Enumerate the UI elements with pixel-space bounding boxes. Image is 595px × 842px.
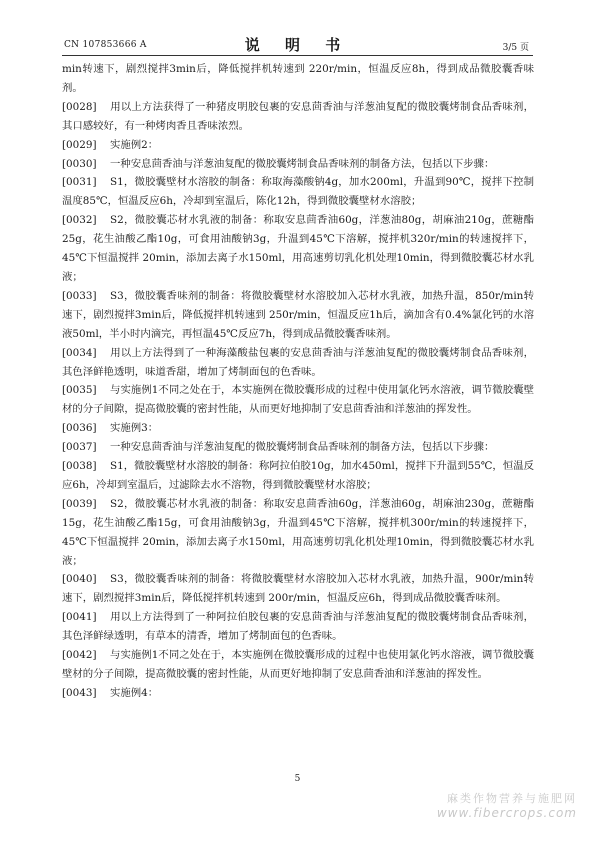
paragraph-text: 实施例3： [110, 422, 159, 435]
paragraph [62, 173, 534, 211]
paragraph [62, 419, 534, 438]
paragraph [62, 457, 534, 495]
paragraph-text: 与实施例1不同之处在于，本实施例在微胶囊形成的过程中也使用氯化钙水溶液，调节微胶囊壁材的分子间隙，提高微胶囊的密封性能，从而更好地抑制了安息茴香油和洋葱油的挥发性。 [62, 649, 534, 680]
paragraph-number: [0035] [62, 384, 97, 397]
document-body [62, 60, 534, 703]
document-title: 说 明 书 [244, 36, 351, 54]
paragraph-number: [0037] [62, 441, 97, 454]
paragraph-number: [0031] [62, 176, 97, 189]
paragraph [62, 60, 534, 98]
paragraph-text: S2，微胶囊芯材水乳液的制备：称取安息茴香油60g，洋葱油80g，胡麻油210g，蔗糖酯25g，花生油酸乙酯10g，可食用油酸钠3g，升温到45℃下溶解，搅拌机320r/min的转速搅拌下，45℃下恒温搅拌 20min，添加去离子水150ml，用高速剪切乳化机处理10min，得到微胶囊芯材水乳液； [62, 214, 534, 283]
paragraph-text: S1，微胶囊壁材水溶胶的制备：称阿拉伯胶10g，加水450ml，搅拌下升温到55℃，恒温反应6h，冷却到室温后，过滤除去水不溶物，得到微胶囊壁材水溶胶； [62, 460, 534, 491]
paragraph [62, 155, 534, 174]
paragraph-number: [0030] [62, 157, 97, 170]
paragraph [62, 684, 534, 703]
page-indicator: 3/5 页 [502, 43, 529, 53]
paragraph-text: 用以上方法得到了一种阿拉伯胶包裹的安息茴香油与洋葱油复配的微胶囊烤制食品香味剂，其色泽鲜绿透明，有草本的清香，增加了烤制面包的色香味。 [62, 611, 534, 643]
site-watermark [437, 790, 577, 820]
paragraph-text: min转速下，剧烈搅拌3min后，降低搅拌机转速到 220r/min，恒温反应8h，得到成品微胶囊香味剂。 [62, 63, 534, 94]
paragraph [62, 136, 534, 155]
paragraph-text: 与实施例1不同之处在于，本实施例在微胶囊形成的过程中使用氯化钙水溶液，调节微胶囊壁材的分子间隙，提高微胶囊的密封性能，从而更好地抑制了安息茴香油和洋葱油的挥发性。 [62, 384, 534, 416]
paragraph-number: [0038] [62, 460, 97, 473]
paragraph [62, 608, 534, 646]
paragraph [62, 344, 534, 382]
paragraph [62, 211, 534, 287]
page-number: 5 [294, 774, 301, 784]
paragraph [62, 646, 534, 684]
paragraph-text: 一种安息茴香油与洋葱油复配的微胶囊烤制食品香味剂的制备方法，包括以下步骤： [110, 157, 495, 170]
paragraph-number: [0043] [62, 686, 97, 699]
paragraph-number: [0041] [62, 611, 97, 624]
paragraph-text: 实施例4： [110, 686, 159, 699]
paragraph-number: [0036] [62, 422, 97, 435]
page-header [0, 0, 595, 56]
watermark-url: www.fibercrops.com [436, 806, 577, 820]
header-rule [62, 55, 533, 56]
paragraph-text: S1，微胶囊壁材水溶胶的制备：称取海藻酸钠4g，加水200ml，升温到90℃，搅拌下控制温度85℃，恒温反应6h，冷却到室温后，陈化12h，得到微胶囊壁材水溶胶； [62, 176, 534, 208]
paragraph-text: 实施例2： [110, 138, 159, 151]
paragraph [62, 98, 534, 136]
paragraph-number: [0039] [62, 497, 97, 510]
paragraph-text: 用以上方法得到了一种海藻酸盐包裹的安息茴香油与洋葱油复配的微胶囊烤制食品香味剂，其色泽鲜艳透明，味道香甜，增加了烤制面包的色香味。 [62, 346, 534, 378]
paragraph-text: S3，微胶囊香味剂的制备：将微胶囊壁材水溶胶加入芯材水乳液，加热升温，850r/min转速下，剧烈搅拌3min后，降低搅拌机转速到 250r/min，恒温反应1h后，滴加含有0.4%氯化钙的水溶液50ml，半小时内滴完，再恒温45℃反应7h，得到成品微胶囊香味剂。 [62, 289, 534, 340]
paragraph-text: 用以上方法获得了一种猪皮明胶包裹的安息茴香油与洋葱油复配的微胶囊烤制食品香味剂，其口感较好，有一种烤肉香且香味浓烈。 [62, 100, 534, 132]
paragraph-number: [0040] [62, 573, 97, 586]
paragraph-text: S3，微胶囊香味剂的制备：将微胶囊壁材水溶胶加入芯材水乳液，加热升温，900r/min转速下，剧烈搅拌3min后，降低搅拌机转速到 200r/min，恒温反应6h，得到成品微胶囊香味剂。 [62, 573, 534, 605]
paragraph-number: [0029] [62, 138, 97, 151]
paragraph [62, 495, 534, 571]
patent-number: CN 107853666 A [64, 40, 147, 50]
watermark-site-name: 麻类作物营养与施肥网 [447, 792, 577, 805]
paragraph [62, 438, 534, 457]
paragraph-number: [0033] [62, 289, 97, 302]
paragraph [62, 381, 534, 419]
paragraph-number: [0042] [62, 649, 97, 662]
paragraph-number: [0028] [62, 100, 97, 113]
paragraph-text: 一种安息茴香油与洋葱油复配的微胶囊烤制食品香味剂的制备方法，包括以下步骤： [110, 441, 495, 454]
paragraph-text: S2，微胶囊芯材水乳液的制备：称取安息茴香油60g，洋葱油60g，胡麻油230g，蔗糖酯15g，花生油酸乙酯15g，可食用油酸钠3g，升温到45℃下溶解，搅拌机300r/min的转速搅拌下，45℃下恒温搅拌 20min，添加去离子水150ml，用高速剪切乳化机处理10min，得到微胶囊芯材水乳液； [62, 497, 534, 567]
paragraph-number: [0034] [62, 346, 97, 359]
paragraph [62, 287, 534, 344]
paragraph-number: [0032] [62, 214, 97, 227]
paragraph [62, 570, 534, 608]
